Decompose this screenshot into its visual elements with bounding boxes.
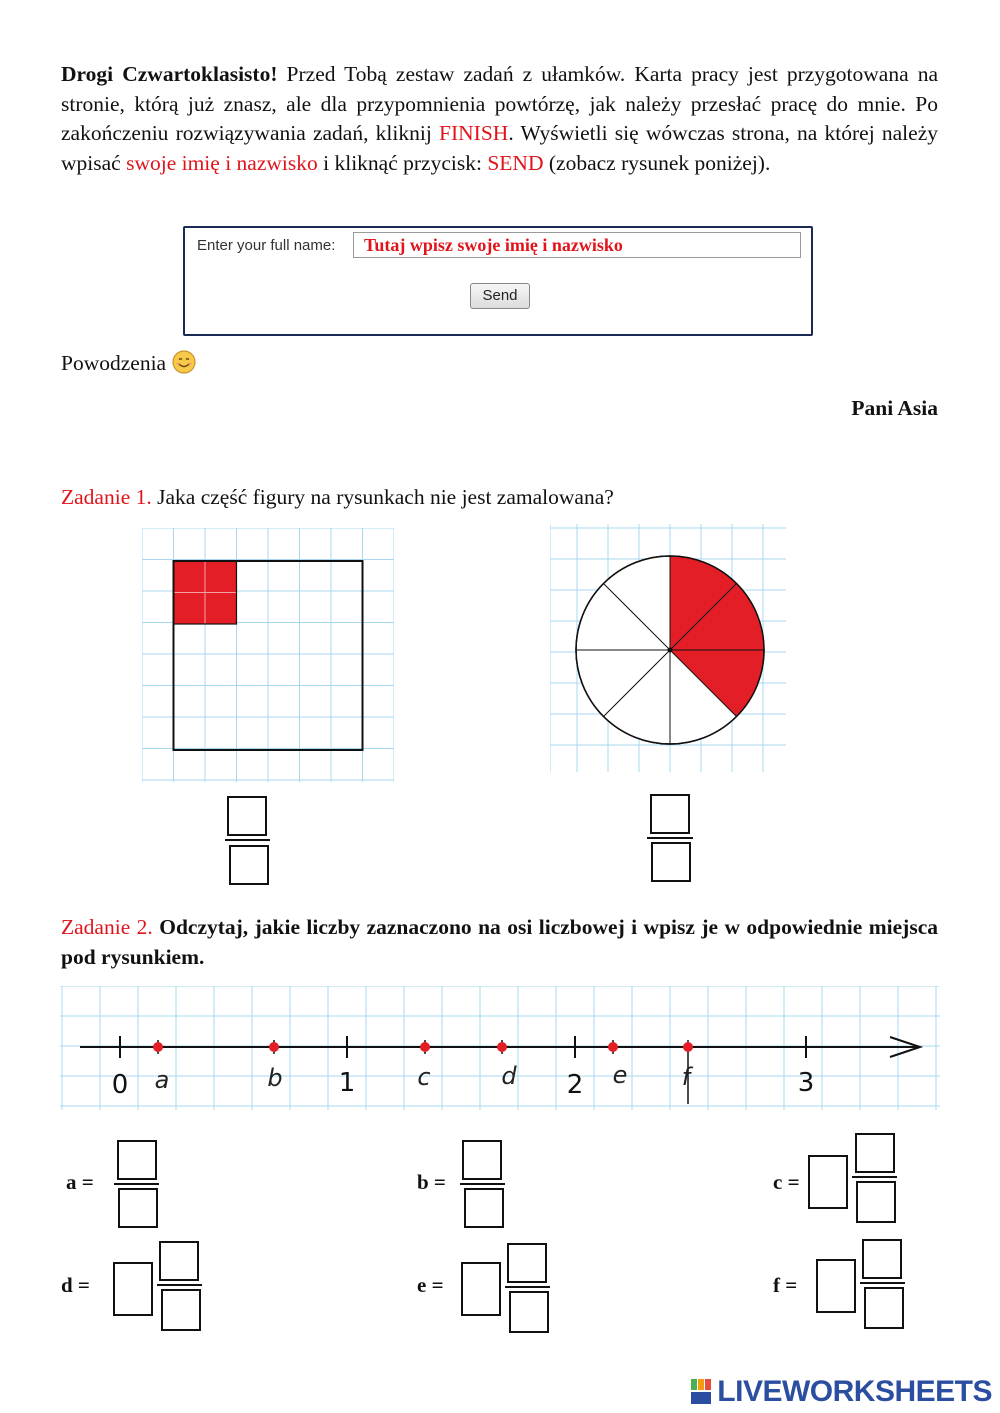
point-label-a: a — [154, 1066, 170, 1094]
fraction-bar — [860, 1282, 905, 1284]
denominator-box[interactable] — [856, 1181, 896, 1223]
fraction-bar — [157, 1284, 202, 1286]
point-label-c: c — [417, 1063, 431, 1091]
denominator-box[interactable] — [864, 1287, 904, 1329]
fraction-bar — [225, 839, 270, 841]
intro-greeting: Drogi Czwartoklasisto! — [61, 62, 278, 86]
numerator-box[interactable] — [855, 1133, 895, 1173]
whole-box[interactable] — [816, 1259, 856, 1313]
task1-question: Jaka część figury na rysunkach nie jest zamalowana? — [151, 485, 614, 509]
intro-text-2: . Wyświetli się wówczas strona, na której należy wpisać — [61, 121, 938, 175]
tick-label-0: 0 — [111, 1070, 129, 1100]
whole-box[interactable] — [461, 1262, 501, 1316]
liveworksheets-icon — [691, 1379, 713, 1405]
answer-label-b: b = — [417, 1170, 446, 1194]
brand-name: LIVEWORKSHEETS — [717, 1375, 992, 1408]
numerator-box[interactable] — [227, 796, 267, 836]
send-form-example — [183, 226, 813, 336]
wish-text: Powodzenia — [61, 351, 167, 375]
numerator-box[interactable] — [862, 1239, 902, 1279]
signature: Pani Asia — [851, 396, 938, 420]
smiley-icon — [172, 350, 196, 374]
intro-finish: FINISH — [439, 121, 509, 145]
denominator-box[interactable] — [229, 845, 269, 885]
tick-label-3: 3 — [797, 1068, 815, 1098]
task1-label: Zadanie 1. — [61, 485, 152, 509]
intro-text-1: Przed Tobą zestaw zadań z ułamków. Karta pracy jest przygotowana na stronie, którą już znasz, ale dla przypomnienia powtórzę, jak należy przesłać pracę do mnie. Po zakończeniu rozwiązywania zadań, kliknij — [61, 62, 938, 145]
whole-box[interactable] — [113, 1262, 153, 1316]
tick-label-1: 1 — [338, 1068, 356, 1098]
numerator-box[interactable] — [650, 794, 690, 834]
denominator-box[interactable] — [509, 1291, 549, 1333]
point-label-b: b — [267, 1064, 283, 1092]
denominator-box[interactable] — [118, 1188, 158, 1228]
fraction-bar — [852, 1176, 897, 1178]
denominator-box[interactable] — [464, 1188, 504, 1228]
numerator-box[interactable] — [507, 1243, 547, 1283]
answer-label-f: f = — [773, 1273, 798, 1297]
numerator-box[interactable] — [462, 1140, 502, 1180]
whole-box[interactable] — [808, 1155, 848, 1209]
intro-text-4: (zobacz rysunek poniżej). — [543, 150, 771, 175]
numerator-box[interactable] — [159, 1241, 199, 1281]
full-name-input: Tutaj wpisz swoje imię i nazwisko — [353, 232, 801, 258]
point-label-e: e — [612, 1061, 628, 1089]
task1-heading — [61, 482, 614, 512]
fraction-bar — [647, 837, 693, 839]
intro-text-3: i kliknąć przycisk: — [317, 150, 488, 175]
intro-name-hint: swoje imię i nazwisko — [126, 150, 318, 175]
form-label: Enter your full name: — [197, 237, 336, 254]
liveworksheets-logo — [691, 1376, 992, 1408]
square-figure — [142, 528, 394, 782]
intro-paragraph — [61, 60, 938, 178]
answer-label-c: c = — [773, 1170, 800, 1194]
numerator-box[interactable] — [117, 1140, 157, 1180]
denominator-box[interactable] — [161, 1289, 201, 1331]
tick-label-2: 2 — [566, 1070, 584, 1100]
wish-line — [61, 350, 196, 376]
task2-label: Zadanie 2. — [61, 915, 153, 939]
denominator-box[interactable] — [651, 842, 691, 882]
number-line — [60, 986, 940, 1110]
answer-label-a: a = — [66, 1170, 94, 1194]
intro-send: SEND — [487, 150, 544, 175]
point-label-f: f — [681, 1063, 691, 1091]
answer-label-d: d = — [61, 1273, 90, 1297]
point-label-d: d — [501, 1062, 517, 1090]
task2-heading — [61, 912, 938, 972]
fraction-bar — [460, 1183, 505, 1185]
circle-figure — [550, 524, 786, 772]
fraction-bar — [114, 1183, 159, 1185]
task2-question: Odczytaj, jakie liczby zaznaczono na osi liczbowej i wpisz je w odpowiednie miejsca pod rysunkiem. — [61, 915, 938, 969]
answer-label-e: e = — [417, 1273, 444, 1297]
fraction-bar — [505, 1286, 550, 1288]
send-button: Send — [470, 283, 530, 309]
